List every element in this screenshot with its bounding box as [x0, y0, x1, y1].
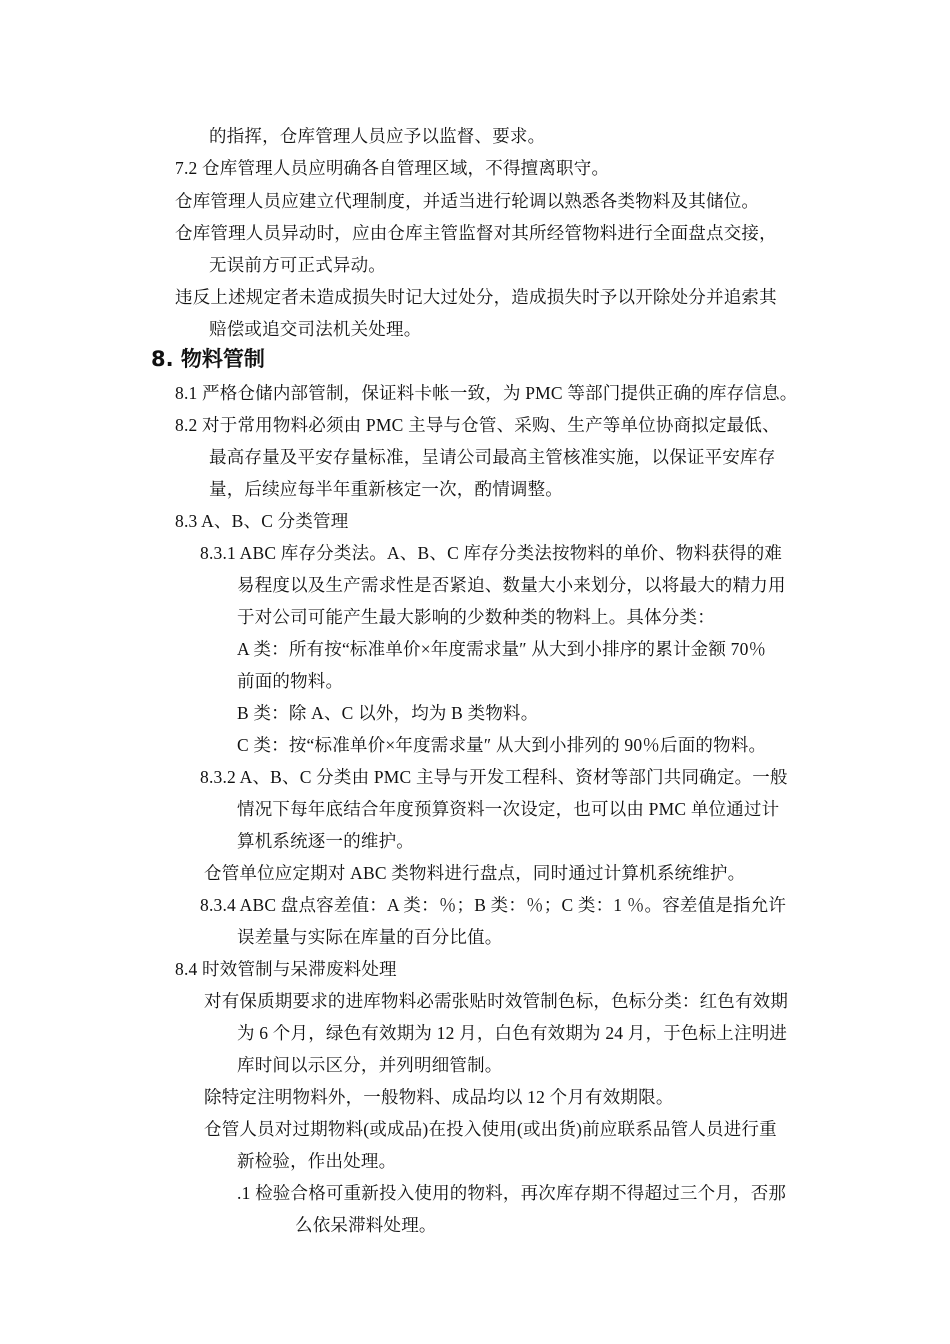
text-line: 前面的物料。	[237, 671, 344, 691]
text-line: 对有保质期要求的进库物料必需张贴时效管制色标，色标分类：红色有效期	[204, 991, 789, 1011]
text-line: 么依呆滞料处理。	[295, 1215, 437, 1235]
text-line: .1 检验合格可重新投入使用的物料，再次库存期不得超过三个月，否那	[237, 1183, 787, 1203]
text-line: 8.1 严格仓储内部管制，保证料卡帐一致，为 PMC 等部门提供正确的库存信息。	[175, 383, 798, 403]
text-line: 违反上述规定者未造成损失时记大过处分，造成损失时予以开除处分并追索其	[175, 287, 777, 307]
text-line: 8.3.2 A、B、C 分类由 PMC 主导与开发工程科、资材等部门共同确定。一般	[200, 767, 788, 787]
text-line: 的指挥，仓库管理人员应予以监督、要求。	[209, 126, 546, 146]
text-line: 仓库管理人员异动时，应由仓库主管监督对其所经管物料进行全面盘点交接，	[175, 223, 777, 243]
text-line: 仓管单位应定期对 ABC 类物料进行盘点，同时通过计算机系统维护。	[204, 863, 746, 883]
text-line: 误差量与实际在库量的百分比值。	[237, 927, 503, 947]
text-line: 除特定注明物料外，一般物料、成品均以 12 个月有效期限。	[204, 1087, 674, 1107]
text-line: 8.2 对于常用物料必须由 PMC 主导与仓管、采购、生产等单位协商拟定最低、	[175, 415, 780, 435]
text-line: 为 6 个月，绿色有效期为 12 月，白色有效期为 24 月，于色标上注明进	[237, 1023, 788, 1043]
text-line: 仓库管理人员应建立代理制度，并适当进行轮调以熟悉各类物料及其储位。	[175, 191, 760, 211]
text-line: 情况下每年底结合年度预算资料一次设定，也可以由 PMC 单位通过计	[237, 799, 780, 819]
text-line: 量，后续应每半年重新核定一次，酌情调整。	[209, 479, 563, 499]
section-heading: 8. 物料管制	[151, 347, 265, 371]
text-line: 于对公司可能产生最大影响的少数种类的物料上。具体分类：	[237, 607, 715, 627]
text-line: 8.4 时效管制与呆滞废料处理	[175, 959, 397, 979]
text-line: 新检验，作出处理。	[237, 1151, 397, 1171]
text-line: 易程度以及生产需求性是否紧迫、数量大小来划分，以将最大的精力用	[237, 575, 786, 595]
text-line: 8.3.4 ABC 盘点容差值：A 类：％；B 类：％；C 类：1 ％。容差值是指允许	[200, 895, 787, 915]
text-line: 7.2 仓库管理人员应明确各自管理区域，不得擅离职守。	[175, 158, 610, 178]
text-line: C 类：按“标准单价×年度需求量″ 从大到小排列的 90％后面的物料。	[237, 735, 767, 755]
text-line: 算机系统逐一的维护。	[237, 831, 414, 851]
text-line: 无误前方可正式异动。	[209, 255, 386, 275]
text-line: 最高存量及平安存量标准，呈请公司最高主管核准实施，以保证平安库存	[209, 447, 776, 467]
text-line: 库时间以示区分，并列明细管制。	[237, 1055, 503, 1075]
text-line: 8.3.1 ABC 库存分类法。A、B、C 库存分类法按物料的单价、物料获得的难	[200, 543, 783, 563]
text-line: 赔偿或追交司法机关处理。	[209, 319, 422, 339]
text-line: B 类：除 A、C 以外，均为 B 类物料。	[237, 703, 539, 723]
text-line: A 类：所有按“标准单价×年度需求量″ 从大到小排序的累计金额 70％	[237, 639, 767, 659]
text-line: 8.3 A、B、C 分类管理	[175, 511, 349, 531]
text-line: 仓管人员对过期物料(或成品)在投入使用(或出货)前应联系品管人员进行重	[204, 1119, 777, 1139]
